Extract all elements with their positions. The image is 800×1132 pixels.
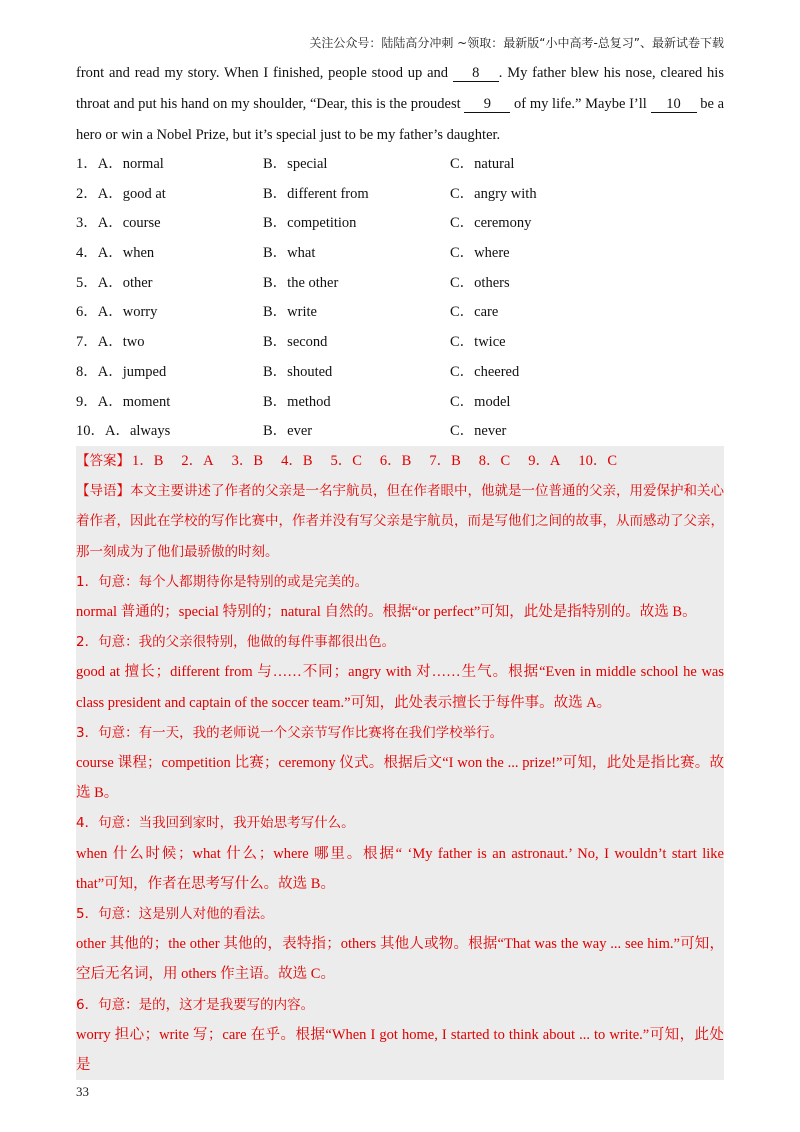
options-list bbox=[76, 150, 724, 447]
explanation-meaning: 4．句意：当我回到家时，我开始思考写什么。 bbox=[76, 815, 355, 832]
option-c: C．where bbox=[450, 245, 510, 262]
answer-key bbox=[76, 446, 724, 476]
explanation-analysis: normal 普通的；special 特别的；natural 自然的。根据“or perfect”可知，此处是指特别的。故选 B。 bbox=[76, 604, 697, 621]
option-row bbox=[76, 417, 724, 447]
option-row bbox=[76, 358, 724, 388]
option-c: C．care bbox=[450, 304, 499, 321]
explanation-meaning: 1．句意：每个人都期待你是特别的或是完美的。 bbox=[76, 573, 369, 590]
option-row bbox=[76, 269, 724, 299]
option-a: 1．A．normal bbox=[76, 156, 164, 172]
option-c: C．natural bbox=[450, 156, 515, 172]
option-row bbox=[76, 388, 724, 418]
answer-item: 1．B bbox=[132, 453, 164, 469]
answer-item: 9．A bbox=[528, 453, 561, 469]
passage-segment: . My father blew his nose, cleared his throat and put his hand on my shoulder, “Dear, this is the proudest bbox=[76, 65, 724, 112]
option-row bbox=[76, 180, 724, 210]
answer-label: 【答案】 bbox=[76, 453, 130, 469]
answer-item: 6．B bbox=[379, 453, 412, 469]
page-number: 33 bbox=[76, 1084, 89, 1099]
answer-section bbox=[76, 446, 724, 1080]
option-c: C．model bbox=[450, 393, 511, 410]
option-a: 4．A．when bbox=[76, 245, 155, 262]
explanation-meaning: 5．句意：这是别人对他的看法。 bbox=[76, 906, 274, 923]
option-c: C．never bbox=[450, 423, 507, 440]
passage-segment: be a hero or win a Nobel Prize, but it’s special just to be my father’s daughter. bbox=[76, 96, 725, 143]
option-b: B．special bbox=[263, 156, 328, 172]
guide-label: 【导语】 bbox=[76, 483, 130, 500]
blank-9: 9 bbox=[464, 96, 510, 113]
option-c: C．ceremony bbox=[450, 215, 532, 232]
option-a: 8．A．jumped bbox=[76, 363, 167, 380]
option-b: B．different from bbox=[263, 185, 369, 202]
explanation-analysis: other 其他的；the other 其他的，表特指；others 其他人或物。根据“That was the way ... see him.”可知，空后无名词，用 others 作主语。故选 C。 bbox=[76, 936, 724, 983]
option-b: B．competition bbox=[263, 215, 357, 232]
option-row bbox=[76, 239, 724, 269]
passage-segment: of my life.” Maybe I’ll bbox=[510, 96, 651, 112]
answer-item: 2．A bbox=[181, 453, 214, 469]
option-c: C．cheered bbox=[450, 363, 520, 380]
option-a: 10．A．always bbox=[76, 423, 171, 440]
option-b: B．write bbox=[263, 304, 317, 321]
option-a: 6．A．worry bbox=[76, 304, 158, 321]
option-b: B．second bbox=[263, 334, 328, 351]
option-c: C．others bbox=[450, 274, 510, 291]
option-row bbox=[76, 298, 724, 328]
answer-item: 8．C bbox=[478, 453, 511, 469]
option-row bbox=[76, 328, 724, 358]
option-b: B．the other bbox=[263, 274, 339, 291]
blank-8: 8 bbox=[453, 65, 499, 82]
option-a: 3．A．course bbox=[76, 215, 161, 232]
option-b: B．shouted bbox=[263, 363, 333, 380]
option-c: C．angry with bbox=[450, 185, 537, 202]
explanation-meaning: 3．句意：有一天，我的老师说一个父亲节写作比赛将在我们学校举行。 bbox=[76, 724, 504, 741]
passage-text bbox=[76, 58, 724, 151]
option-a: 2．A．good at bbox=[76, 185, 166, 202]
answer-item: 5．C bbox=[330, 453, 362, 469]
guide-paragraph bbox=[76, 476, 724, 567]
page-header: 关注公众号：陆陆高分冲刺 ~领取：最新版“小中高考-总复习”、最新试卷下载 bbox=[309, 36, 724, 50]
option-c: C．twice bbox=[450, 334, 506, 351]
guide-text: 本文主要讲述了作者的父亲是一名宇航员，但在作者眼中，他就是一位普通的父亲，用爱保护和关心着作者，因此在学校的写作比赛中，作者并没有写父亲是宇航员，而是写他们之间的故事，从而感动了父亲，那一刻成为了他们最骄傲的时刻。 bbox=[76, 483, 724, 560]
option-b: B．method bbox=[263, 393, 331, 410]
option-row bbox=[76, 150, 724, 180]
explanation-analysis: course 课程；competition 比赛；ceremony 仪式。根据后文“I won the ... prize!”可知，此处是指比赛。故选 B。 bbox=[76, 755, 724, 802]
passage-segment: front and read my story. When I finished, people stood up and bbox=[76, 65, 453, 81]
explanation-meaning: 6．句意：是的，这才是我要写的内容。 bbox=[76, 996, 315, 1013]
explanation-analysis: good at 擅长；different from 与……不同；angry with 对……生气。根据“Even in middle school he was class president and captain of the soccer team.”可知，此处表示擅长于每件事。故选 A。 bbox=[76, 664, 724, 711]
answer-item: 7．B bbox=[429, 453, 461, 469]
option-row bbox=[76, 209, 724, 239]
blank-10: 10 bbox=[651, 96, 697, 113]
option-b: B．what bbox=[263, 245, 316, 262]
option-a: 9．A．moment bbox=[76, 393, 171, 410]
option-b: B．ever bbox=[263, 423, 313, 440]
answer-item: 3．B bbox=[231, 453, 264, 469]
explanation-analysis: when 什么时候；what 什么；where 哪里。根据“ ‘My father is an astronaut.’ No, I wouldn’t start like that”可知，作者在思考写什么。故选 B。 bbox=[76, 845, 724, 892]
explanation-analysis: worry 担心；write 写；care 在乎。根据“When I got home, I started to think about ... to write.”可知，此处是 bbox=[76, 1026, 724, 1074]
option-a: 7．A．two bbox=[76, 334, 145, 351]
answer-item: 10．C bbox=[578, 453, 618, 469]
option-a: 5．A．other bbox=[76, 274, 153, 291]
explanation-meaning: 2．句意：我的父亲很特别，他做的每件事都很出色。 bbox=[76, 634, 396, 651]
answer-item: 4．B bbox=[281, 453, 313, 469]
